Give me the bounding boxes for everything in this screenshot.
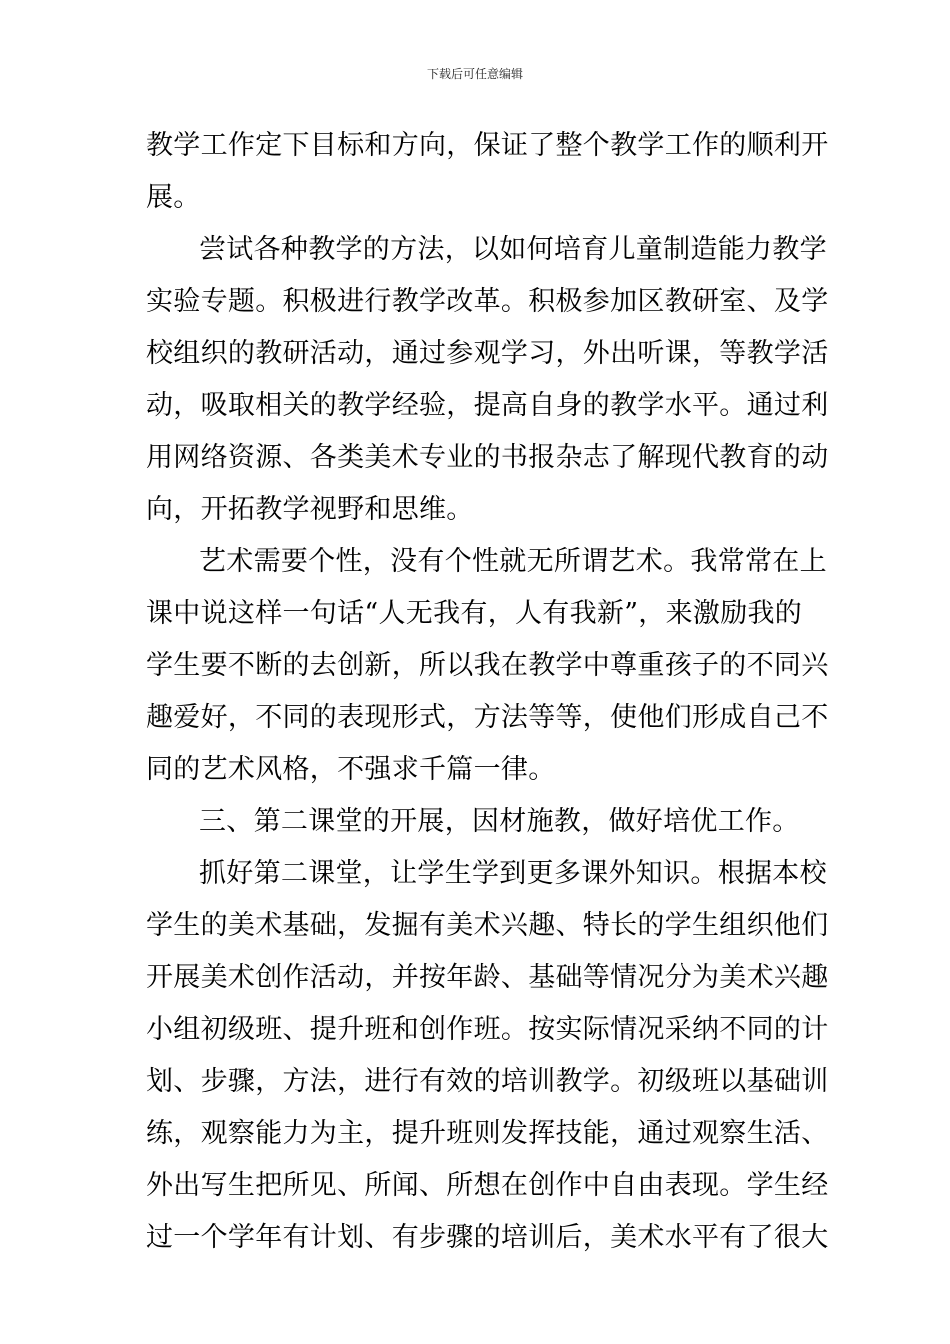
text-line: 趣爱好，不同的表现形式，方法等等，使他们形成自己不 xyxy=(146,702,829,733)
text-line: 学生的美术基础，发掘有美术兴趣、特长的学生组织他们 xyxy=(146,910,829,941)
text-line: 展。 xyxy=(146,182,201,213)
text-line: 艺术需要个性，没有个性就无所谓艺术。我常常在上 xyxy=(199,546,827,577)
page-header: 下载后可任意编辑 xyxy=(426,67,523,81)
text-line: 开展美术创作活动，并按年龄、基础等情况分为美术兴趣 xyxy=(146,962,829,993)
text-line: 外出写生把所见、所闻、所想在创作中自由表现。学生经 xyxy=(146,1170,829,1201)
text-line: 划、步骤，方法，进行有效的培训教学。初级班以基础训 xyxy=(146,1066,829,1097)
text-line: 过一个学年有计划、有步骤的培训后，美术水平有了很大 xyxy=(146,1222,829,1253)
text-line: 尝试各种教学的方法，以如何培育儿童制造能力教学 xyxy=(199,234,827,265)
text-line: 同的艺术风格，不强求千篇一律。 xyxy=(146,754,556,785)
text-line: 向，开拓教学视野和思维。 xyxy=(146,494,474,525)
text-line: 学生要不断的去创新，所以我在教学中尊重孩子的不同兴 xyxy=(146,650,829,681)
text-line: 抓好第二课堂，让学生学到更多课外知识。根据本校 xyxy=(199,858,827,889)
text-line: 用网络资源、各类美术专业的书报杂志了解现代教育的动 xyxy=(146,442,829,473)
text-line: 校组织的教研活动，通过参观学习，外出听课，等教学活 xyxy=(146,338,829,369)
text-line: 课中说这样一句话“人无我有，人有我新”，来激励我的 xyxy=(146,598,803,629)
text-line: 练，观察能力为主，提升班则发挥技能，通过观察生活、 xyxy=(146,1118,829,1149)
text-line: 动，吸取相关的教学经验，提高自身的教学水平。通过利 xyxy=(146,390,829,421)
text-line: 实验专题。积极进行教学改革。积极参加区教研室、及学 xyxy=(146,286,829,317)
text-line: 教学工作定下目标和方向，保证了整个教学工作的顺利开 xyxy=(146,130,829,161)
section-heading: 三、第二课堂的开展，因材施教，做好培优工作。 xyxy=(199,806,800,837)
text-line: 小组初级班、提升班和创作班。按实际情况采纳不同的计 xyxy=(146,1014,829,1045)
